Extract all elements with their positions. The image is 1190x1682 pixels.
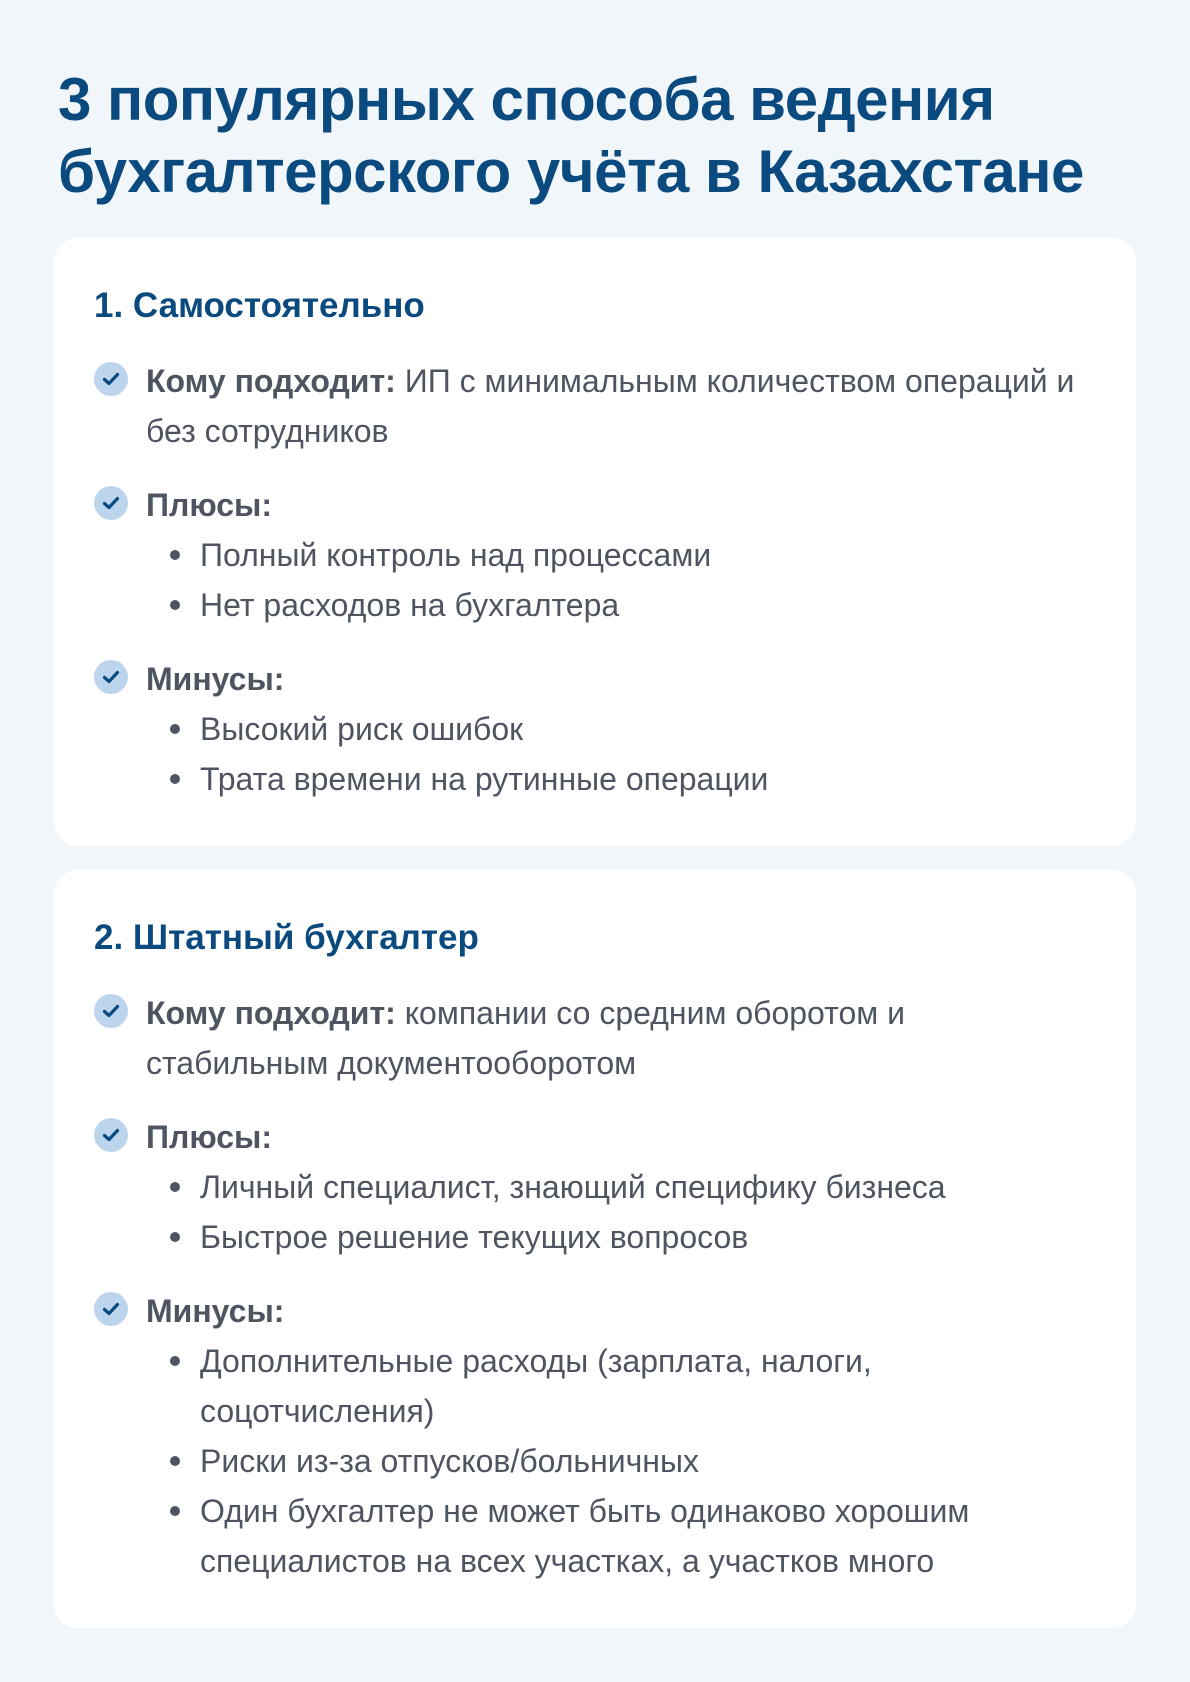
suitable-for-value: ИП с минимальным количеством операций и без сотрудников bbox=[146, 363, 1075, 449]
bullet-dot bbox=[170, 724, 180, 734]
bullet-dot bbox=[170, 1232, 180, 1242]
cons-section bbox=[94, 654, 1096, 804]
list-item bbox=[200, 1436, 1096, 1486]
list-item-text: Личный специалист, знающий специфику бизнеса bbox=[200, 1169, 946, 1205]
page-title: 3 популярных способа ведения бухгалтерского учёта в Казахстане bbox=[58, 66, 1084, 205]
bullet-dot bbox=[170, 774, 180, 784]
suitable-for-label: Кому подходит: bbox=[146, 995, 396, 1031]
pros-section bbox=[94, 1112, 1096, 1262]
card-title: 2. Штатный бухгалтер bbox=[94, 918, 479, 957]
card-title: 1. Самостоятельно bbox=[94, 286, 425, 325]
check-circle-icon bbox=[94, 486, 128, 520]
check-circle-icon bbox=[94, 660, 128, 694]
list-item-text: Дополнительные расходы (зарплата, налоги, соцотчисления) bbox=[200, 1343, 872, 1429]
pros-section bbox=[94, 480, 1096, 630]
cons-heading bbox=[146, 1286, 1096, 1336]
bullet-dot bbox=[170, 1182, 180, 1192]
pros-heading bbox=[146, 1112, 1096, 1162]
pros-list bbox=[146, 530, 1096, 630]
pros-list bbox=[146, 1162, 1096, 1262]
check-circle-icon bbox=[94, 1118, 128, 1152]
list-item-text: Нет расходов на бухгалтера bbox=[200, 587, 620, 623]
check-circle-icon bbox=[94, 1292, 128, 1326]
list-item bbox=[200, 754, 1096, 804]
check-circle-icon bbox=[94, 994, 128, 1028]
list-item bbox=[200, 1212, 1096, 1262]
list-item-text: Риски из-за отпусков/больничных bbox=[200, 1443, 699, 1479]
list-item bbox=[200, 704, 1096, 754]
suitable-for-section bbox=[94, 356, 1096, 456]
list-item-text: Трата времени на рутинные операции bbox=[200, 761, 769, 797]
cons-heading bbox=[146, 654, 1096, 704]
list-item-text: Один бухгалтер не может быть одинаково хорошим специалистов на всех участках, а участков много bbox=[200, 1493, 970, 1579]
suitable-for-text bbox=[146, 356, 1096, 456]
cons-list bbox=[146, 704, 1096, 804]
list-item bbox=[200, 1336, 1096, 1436]
pros-heading bbox=[146, 480, 1096, 530]
suitable-for-text bbox=[146, 988, 1096, 1088]
cons-label: Минусы: bbox=[146, 1293, 285, 1329]
list-item bbox=[200, 1162, 1096, 1212]
bullet-dot bbox=[170, 550, 180, 560]
method-card-self bbox=[54, 238, 1136, 846]
suitable-for-value: компании со средним оборотом и стабильным документооборотом bbox=[146, 995, 905, 1081]
bullet-dot bbox=[170, 1356, 180, 1366]
list-item bbox=[200, 580, 1096, 630]
list-item-text: Быстрое решение текущих вопросов bbox=[200, 1219, 749, 1255]
bullet-dot bbox=[170, 600, 180, 610]
cons-list bbox=[146, 1336, 1096, 1586]
list-item-text: Высокий риск ошибок bbox=[200, 711, 524, 747]
bullet-dot bbox=[170, 1456, 180, 1466]
pros-label: Плюсы: bbox=[146, 487, 273, 523]
cons-label: Минусы: bbox=[146, 661, 285, 697]
list-item-text: Полный контроль над процессами bbox=[200, 537, 712, 573]
cons-section bbox=[94, 1286, 1096, 1586]
pros-label: Плюсы: bbox=[146, 1119, 273, 1155]
suitable-for-section bbox=[94, 988, 1096, 1088]
check-circle-icon bbox=[94, 362, 128, 396]
suitable-for-label: Кому подходит: bbox=[146, 363, 396, 399]
bullet-dot bbox=[170, 1506, 180, 1516]
list-item bbox=[200, 1486, 1096, 1586]
list-item bbox=[200, 530, 1096, 580]
method-card-staff-accountant bbox=[54, 870, 1136, 1628]
